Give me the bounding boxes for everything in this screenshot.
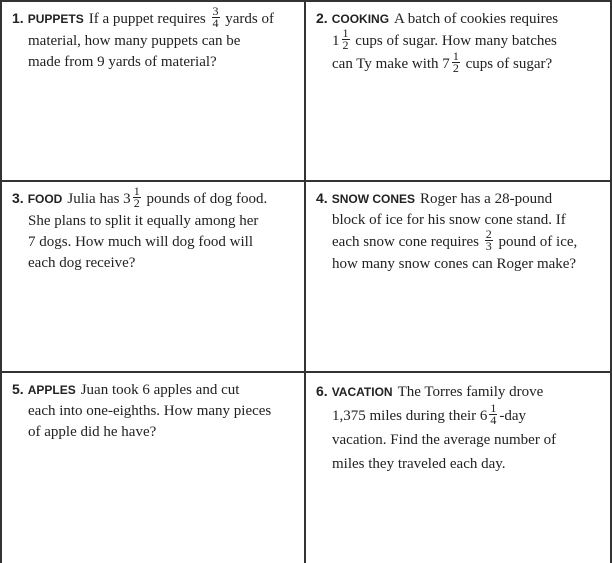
problem-text-line xyxy=(316,379,602,404)
problem-text: Julia has 3 xyxy=(67,191,131,207)
problem-text: each snow cone requires xyxy=(332,233,483,250)
problem-text-line xyxy=(12,401,296,422)
problem-text: -day xyxy=(499,408,527,424)
fraction-denominator: 4 xyxy=(490,413,497,428)
problem-text-line xyxy=(12,379,296,401)
fraction-numerator: 2 xyxy=(485,227,492,241)
problem-text-line xyxy=(12,422,296,443)
fraction-numerator: 1 xyxy=(490,401,497,416)
problem-text-line xyxy=(316,8,602,30)
problem-text: each dog receive? xyxy=(28,255,136,272)
problem-5-cell xyxy=(2,373,304,563)
problem-text-line xyxy=(12,52,296,73)
problem-text: miles they traveled each day. xyxy=(332,456,506,473)
problem-text: material, how many puppets can be xyxy=(28,33,241,50)
problem-text-line xyxy=(316,428,602,452)
problem-6-cell xyxy=(306,373,610,563)
problem-number: 4. xyxy=(316,190,328,206)
problem-text: cups of sugar. How many batches xyxy=(351,32,557,49)
problem-title: VACATION xyxy=(331,385,393,399)
fraction-numerator: 1 xyxy=(133,184,140,199)
problem-text: 1,375 miles during their 6 xyxy=(332,408,488,424)
problem-text-line xyxy=(12,232,296,253)
problem-text: pound of ice, xyxy=(494,233,578,250)
problem-text: pounds of dog food. xyxy=(142,191,268,207)
problem-text-line xyxy=(316,49,602,76)
problem-text: Juan took 6 apples and cut xyxy=(80,382,240,398)
problem-text: how many snow cones can Roger make? xyxy=(332,256,577,272)
problem-text: If a puppet requires xyxy=(88,11,210,27)
problem-title: PUPPETS xyxy=(27,12,84,26)
problem-text-line xyxy=(316,227,602,254)
problem-text: She plans to split it equally among her xyxy=(28,213,259,230)
problem-text-line xyxy=(316,26,602,53)
fraction-numerator: 1 xyxy=(452,49,459,63)
fraction-numerator: 1 xyxy=(342,26,349,40)
problem-2-cell xyxy=(306,2,610,180)
problem-text-line xyxy=(12,184,296,211)
fraction-denominator: 4 xyxy=(212,16,219,31)
problem-text-line xyxy=(12,4,296,31)
problem-number: 2. xyxy=(316,10,328,26)
problem-text: made from 9 yards of material? xyxy=(28,54,217,71)
problem-text-line xyxy=(12,211,296,232)
problem-title: FOOD xyxy=(27,192,63,206)
problem-text-line xyxy=(316,210,602,231)
fraction-denominator: 3 xyxy=(485,239,492,253)
problem-text-line xyxy=(12,253,296,274)
problem-text: A batch of cookies requires xyxy=(394,11,559,27)
fraction-denominator: 2 xyxy=(452,61,459,75)
problem-number: 1. xyxy=(12,10,24,26)
problem-text-line xyxy=(316,254,602,275)
problem-1-cell xyxy=(2,2,304,180)
fraction-denominator: 2 xyxy=(133,196,140,211)
problem-text: 1 xyxy=(332,32,340,49)
problem-text: yards of xyxy=(221,11,274,27)
problem-number: 6. xyxy=(316,383,328,399)
fraction xyxy=(485,229,493,252)
fraction xyxy=(133,186,141,209)
problem-text: 7 dogs. How much will dog food will xyxy=(28,234,253,251)
problem-text-line xyxy=(316,188,602,210)
problem-text: vacation. Find the average number of xyxy=(332,432,557,449)
problem-text: each into one-eighths. How many pieces xyxy=(28,403,272,419)
fraction xyxy=(342,28,350,51)
fraction-denominator: 2 xyxy=(342,38,349,52)
problem-text: block of ice for his snow cone stand. If xyxy=(332,212,566,228)
problem-text-line xyxy=(316,452,602,476)
problem-text: cups of sugar? xyxy=(461,55,553,72)
problem-text: The Torres family drove xyxy=(397,384,544,400)
problem-text: of apple did he have? xyxy=(28,424,157,440)
problem-title: SNOW CONES xyxy=(331,192,416,206)
fraction xyxy=(212,6,220,29)
problem-4-cell xyxy=(306,182,610,371)
problem-text: Roger has a 28-pound xyxy=(420,191,553,207)
problem-title: COOKING xyxy=(331,12,390,26)
problem-title: APPLES xyxy=(27,383,76,397)
problem-number: 3. xyxy=(12,190,24,206)
problem-text-line xyxy=(12,31,296,52)
fraction-numerator: 3 xyxy=(212,4,219,19)
fraction xyxy=(452,51,460,74)
problem-number: 5. xyxy=(12,381,24,397)
problem-text: can Ty make with 7 xyxy=(332,55,450,72)
problem-3-cell xyxy=(2,182,304,371)
fraction xyxy=(489,403,497,426)
problem-text-line xyxy=(316,401,602,428)
